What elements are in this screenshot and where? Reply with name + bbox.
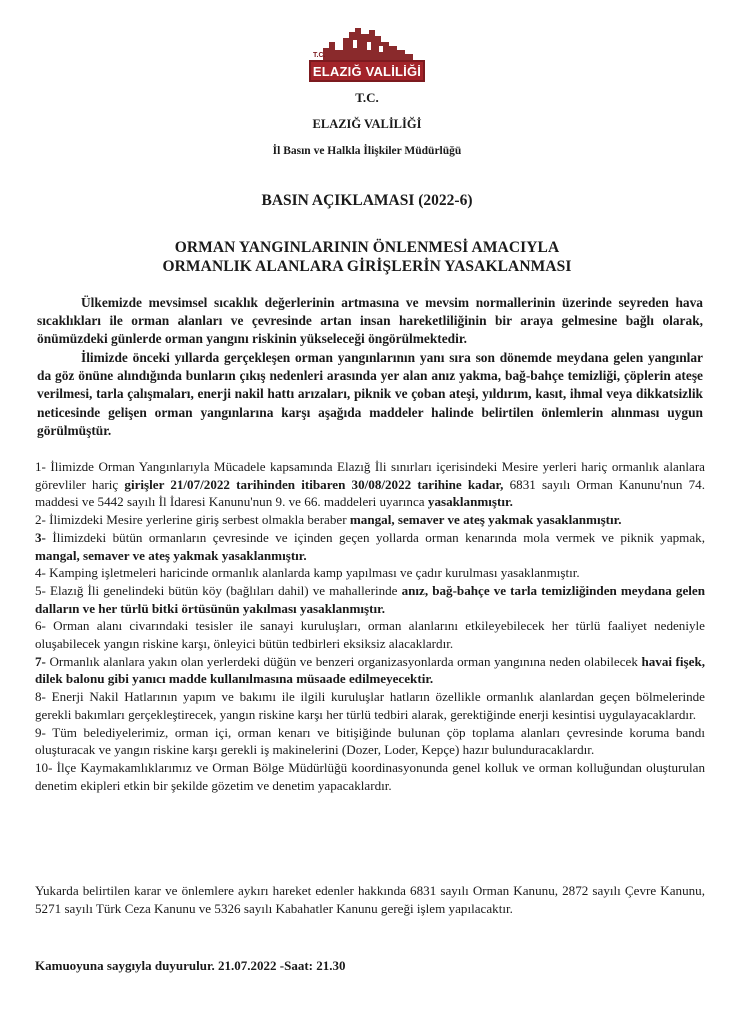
header-directorate: İl Basın ve Halkla İlişkiler Müdürlüğü	[272, 145, 462, 157]
document-title-line-2: ORMANLIK ALANLARA GİRİŞLERİN YASAKLANMASI	[162, 258, 572, 275]
measure-item-text: havai fişek, dilek balonu gibi yanıcı madde kullanılmasına müsaade edilmeyecektir.	[35, 653, 706, 687]
logo-tc-text: T.C.	[313, 52, 326, 59]
measure-item	[35, 511, 705, 529]
measure-item-text: mangal, semaver ve ateş yakmak yasaklanmıştır.	[349, 512, 622, 528]
measure-item-text: 6- Orman alanı civarındaki tesisler ile sanayi kuruluşları, orman alanlarını etkileyebilecek her türlü faaliyet nedeniyle oluşabilecek yangın riskine karşı, önleyici bütün tedbirleri eksiksiz alacaklardır.	[35, 618, 705, 652]
intro-paragraph-1: Ülkemizde mevsimsel sıcaklık değerlerinin artmasına ve mevsim normallerinin üzerinde seyreden hava sıcaklıkları ile orman alanları ve çevresinde artan insan hareketliliğinin bir araya gelmesine bağlı olarak, önümüzdeki günlerde orman yangını riskinin yükseleceği öngörülmektedir.	[37, 295, 703, 347]
document-title-line-1: ORMAN YANGINLARININ ÖNLENMESİ AMACIYLA	[174, 239, 560, 256]
closing-paragraph: Yukarda belirtilen karar ve önlemlere aykırı hareket edenler hakkında 6831 sayılı Orman Kanunu, 2872 sayılı Çevre Kanunu, 5271 sayılı Türk Ceza Kanunu ve 5326 sayılı Kabahatler Kanunu gereği işlem yapılacaktır.	[35, 883, 705, 916]
measure-item	[35, 724, 705, 759]
measure-item	[35, 617, 705, 652]
measure-item	[35, 759, 705, 794]
measure-item-text: 2- İlimizdeki Mesire yerlerine giriş serbest olmakla beraber	[35, 512, 350, 528]
measure-item	[35, 582, 705, 617]
logo-banner	[309, 60, 425, 82]
measure-item	[35, 458, 705, 511]
measure-item	[35, 564, 705, 582]
measures-list	[35, 458, 705, 794]
header-governorship: ELAZIĞ VALİLİĞİ	[312, 117, 422, 131]
measure-item-text: girişler 21/07/2022 tarihinden itibaren 30/08/2022 tarihine kadar,	[124, 476, 504, 492]
intro-paragraph-2: İlimizde önceki yıllarda gerçekleşen orman yangınlarının yanı sıra son dönemde meydana gelen yangınlar da göz önüne alındığında bunların çıkış nedenleri arasında yer alan anız yakma, bağ-bahçe temizliği, çöplerin ateşe verilmesi, tarla çalışmaları, enerji nakil hattı arızaları, piknik ve çoban ateşi, yıldırım, kasıt, ihmal veya dikkatsizlik neticesinde gelişen orman yangınlarına karşı aşağıda maddeler halinde belirtilen önlemlerin alınması uygun görülmüştür.	[37, 350, 703, 438]
measure-item-text: anız, bağ-bahçe ve tarla temizliğinden meydana gelen dalların ve her türlü bitki örtüsünün yakılması yasaklanmıştır.	[35, 582, 705, 616]
measure-item	[35, 688, 705, 723]
measure-item-text: mangal, semaver ve ateş yakmak yasaklanmıştır.	[35, 547, 307, 563]
measure-item-text: yasaklanmıştır.	[427, 494, 513, 510]
measure-item	[35, 529, 705, 564]
logo-text: ELAZIĞ VALİLİĞİ	[312, 63, 422, 79]
measure-item	[35, 653, 705, 688]
measure-item-text: Ormanlık alanlara yakın olan yerlerdeki düğün ve benzeri organizasyonlarda orman yangınına neden olabilecek	[45, 653, 642, 669]
elazig-governorship-logo	[309, 20, 425, 82]
measure-item-text: 9- Tüm belediyelerimiz, orman içi, orman kenarı ve bitişiğinde bulunan çöp toplama alanları çevresinde koruma bandı oluşturacak ve yangın riskine karşı gerekli iş makinelerini (Dozer, Loder, Kepçe) hazır bulunduracaklardır.	[35, 724, 705, 758]
measure-item-text: 7-	[35, 653, 46, 669]
castle-icon	[309, 20, 425, 64]
press-release-number: BASIN AÇIKLAMASI (2022-6)	[261, 192, 473, 209]
signature-line: Kamuoyuna saygıyla duyurulur. 21.07.2022 -Saat: 21.30	[35, 958, 346, 973]
measure-item-text: İlimizdeki bütün ormanların çevresinde ve içinden geçen yollarda orman kenarında mola vermek ve piknik yapmak,	[45, 529, 705, 545]
measure-item-text: 5- Elazığ İli genelindeki bütün köy (bağlıları dahil) ve mahallerinde	[35, 582, 402, 598]
measure-item-text: 4- Kamping işletmeleri haricinde ormanlık alanlarda kamp yapılması ve çadır kurulması yasaklanmıştır.	[35, 565, 580, 581]
measure-item-text: 8- Enerji Nakil Hatlarının yapım ve bakımı ile ilgili kuruluşlar hatların özellikle ormanlık alanlardan geçen bölmelerinde gerekli bakımları gerçekleştirecek, yangın riskine karşı her türlü tedbiri alarak, gerektiğinde enerji kesintisi uygulayacaklardır.	[35, 689, 705, 722]
measure-item-text: 1- İlimizde Orman Yangınlarıyla Mücadele kapsamında Elazığ İli sınırları içerisindeki Mesire yerleri hariç ormanlık alanlara görevliler hariç	[35, 459, 705, 492]
measure-item-text: 6831 sayılı Orman Kanunu'nun 74. maddesi ve 5442 sayılı İl İdaresi Kanunu'nun 9. ve 66. maddeleri uyarınca	[35, 476, 705, 510]
measure-item-text: 3-	[35, 529, 46, 545]
measure-item-text: 10- İlçe Kaymakamlıklarımız ve Orman Bölge Müdürlüğü koordinasyonunda genel kolluk ve orman kolluğundan oluşturulan denetim ekipleri etkin bir şekilde gözetim ve denetim yapacaklardır.	[35, 759, 705, 793]
header-tc: T.C.	[355, 90, 379, 105]
